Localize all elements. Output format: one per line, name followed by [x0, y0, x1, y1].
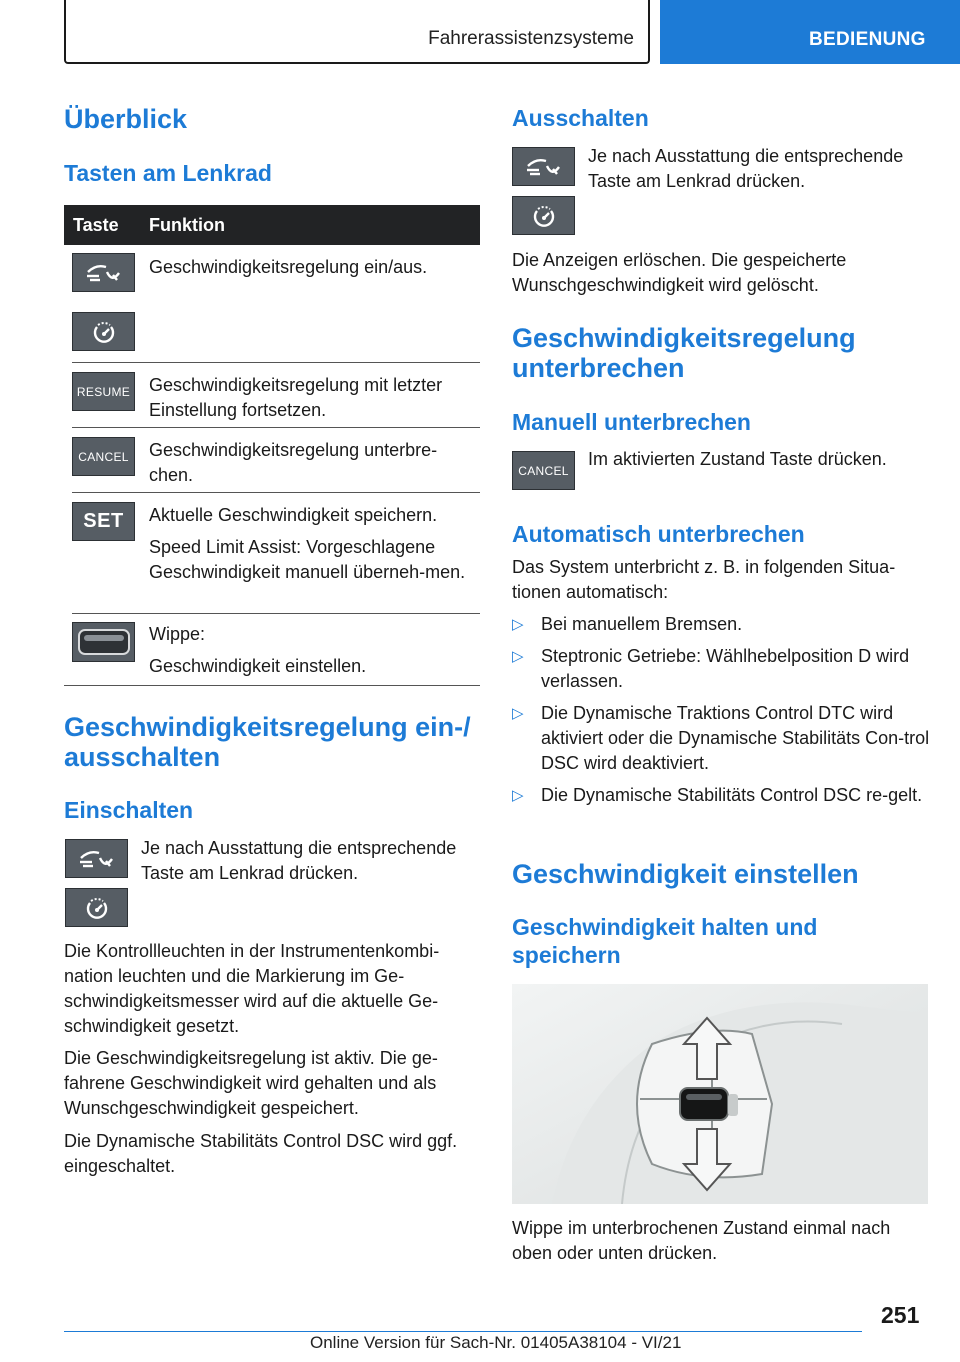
table-divider: [72, 492, 480, 493]
cancel-key: [72, 437, 135, 476]
title-geschwindigkeit-einstellen: Geschwindigkeit einstellen: [512, 859, 859, 889]
einschalten-para-1: Die Kontrollleuchten in der Instrumentenkombi-nation leuchten und die Markierung im Ge-schwindigkeitsmesser wird auf die aktuelle Ge-schwindigkeit gesetzt.: [64, 941, 440, 1036]
table-bottom-line: [64, 685, 480, 686]
table-header: [64, 205, 480, 245]
steering-wheel-photo: [512, 984, 928, 1204]
header-chapter-tab[interactable]: [660, 0, 960, 64]
steering-wheel-controls-illustration: [512, 984, 928, 1204]
limiter-icon: [77, 895, 117, 921]
table-divider: [72, 362, 480, 363]
limiter-key: [72, 312, 135, 351]
row5-text-2: Geschwindigkeit einstellen.: [149, 656, 367, 676]
row3-text: Geschwindigkeitsregelung unterbre-chen.: [149, 440, 438, 485]
set-key-label: SET: [83, 510, 124, 532]
triangle-bullet-icon: ▷: [512, 705, 524, 722]
row4-text-2: Speed Limit Assist: Vorgeschlagene Geschwindigkeit manuell überneh-men.: [149, 537, 466, 582]
header-section-title: Fahrerassistenzsysteme: [428, 28, 634, 49]
header-section-box: [64, 0, 650, 64]
cruise-on-icon: [84, 261, 124, 285]
table-header-taste: Taste: [73, 215, 119, 235]
rocker-icon: [76, 626, 132, 658]
table-header-funktion: Funktion: [149, 215, 225, 235]
row1-text: Geschwindigkeitsregelung ein/aus.: [149, 257, 428, 277]
subtitle-halten-und-speichern: Geschwindigkeit halten und speichern: [512, 914, 818, 968]
cancel-key-label: CANCEL: [518, 463, 569, 478]
title-unterbrechen: Geschwindigkeitsregelung unterbrechen: [512, 323, 856, 383]
subtitle-ausschalten: Ausschalten: [512, 105, 649, 131]
cruise-on-icon: [524, 155, 564, 179]
cruise-on-icon: [77, 847, 117, 871]
row4-text-1: Aktuelle Geschwindigkeit speichern.: [149, 505, 438, 525]
rocker-key: [72, 622, 135, 662]
row2-text: Geschwindigkeitsregelung mit letzter Einstellung fortsetzen.: [149, 375, 443, 420]
ausschalten-para: Die Anzeigen erlöschen. Die gespeicherte Wunschgeschwindigkeit wird gelöscht.: [512, 250, 847, 295]
title-ueberblick: Überblick: [64, 104, 188, 134]
limiter-icon: [84, 319, 124, 345]
subtitle-tasten-am-lenkrad: Tasten am Lenkrad: [64, 160, 272, 186]
footer-divider: [64, 1331, 862, 1332]
subtitle-automatisch-unterbrechen: Automatisch unterbrechen: [512, 521, 805, 547]
footer-version-text[interactable]: Online Version für Sach-Nr. 01405A38104 - VI/21: [310, 1333, 682, 1352]
page-number: 251: [881, 1302, 920, 1328]
ausschalten-key-text: Je nach Ausstattung die entsprechende Taste am Lenkrad drücken.: [588, 146, 904, 191]
cruise-on-key: [72, 253, 135, 292]
limiter-key-ausschalten: [512, 196, 575, 235]
title-ein-ausschalten: Geschwindigkeitsregelung ein-/ ausschalten: [64, 712, 471, 772]
cancel-key-manuell: [512, 451, 575, 490]
cruise-on-key-einschalten: [65, 839, 128, 878]
photo-caption: Wippe im unterbrochenen Zustand einmal nach oben oder unten drücken.: [512, 1218, 891, 1263]
subtitle-einschalten: Einschalten: [64, 797, 194, 823]
einschalten-para-2: Die Geschwindigkeitsregelung ist aktiv. Die ge-fahrene Geschwindigkeit wird gehalten und als Wunschgeschwindigkeit gespeichert.: [64, 1048, 438, 1118]
page-header: [0, 0, 960, 66]
cancel-key-label: CANCEL: [78, 449, 129, 464]
header-chapter-label: BEDIENUNG: [809, 29, 926, 50]
resume-key: [72, 372, 135, 411]
einschalten-para-3: Die Dynamische Stabilitäts Control DSC wird ggf. eingeschaltet.: [64, 1131, 458, 1176]
einschalten-key-text: Je nach Ausstattung die entsprechende Taste am Lenkrad drücken.: [141, 838, 457, 883]
table-divider: [72, 427, 480, 428]
limiter-key-einschalten: [65, 888, 128, 927]
subtitle-manuell-unterbrechen: Manuell unterbrechen: [512, 409, 751, 435]
cruise-on-key-ausschalten: [512, 147, 575, 186]
triangle-bullet-icon: ▷: [512, 616, 524, 633]
manuell-text: Im aktivierten Zustand Taste drücken.: [588, 449, 887, 469]
triangle-bullet-icon: ▷: [512, 648, 524, 665]
limiter-icon: [524, 203, 564, 229]
resume-key-label: RESUME: [76, 384, 131, 399]
auto-intro: Das System unterbricht z. B. in folgenden Situa-tionen automatisch:: [512, 557, 896, 602]
table-divider: [72, 613, 480, 614]
row5-text-1: Wippe:: [149, 624, 206, 644]
set-key: [72, 502, 135, 541]
triangle-bullet-icon: ▷: [512, 787, 524, 804]
